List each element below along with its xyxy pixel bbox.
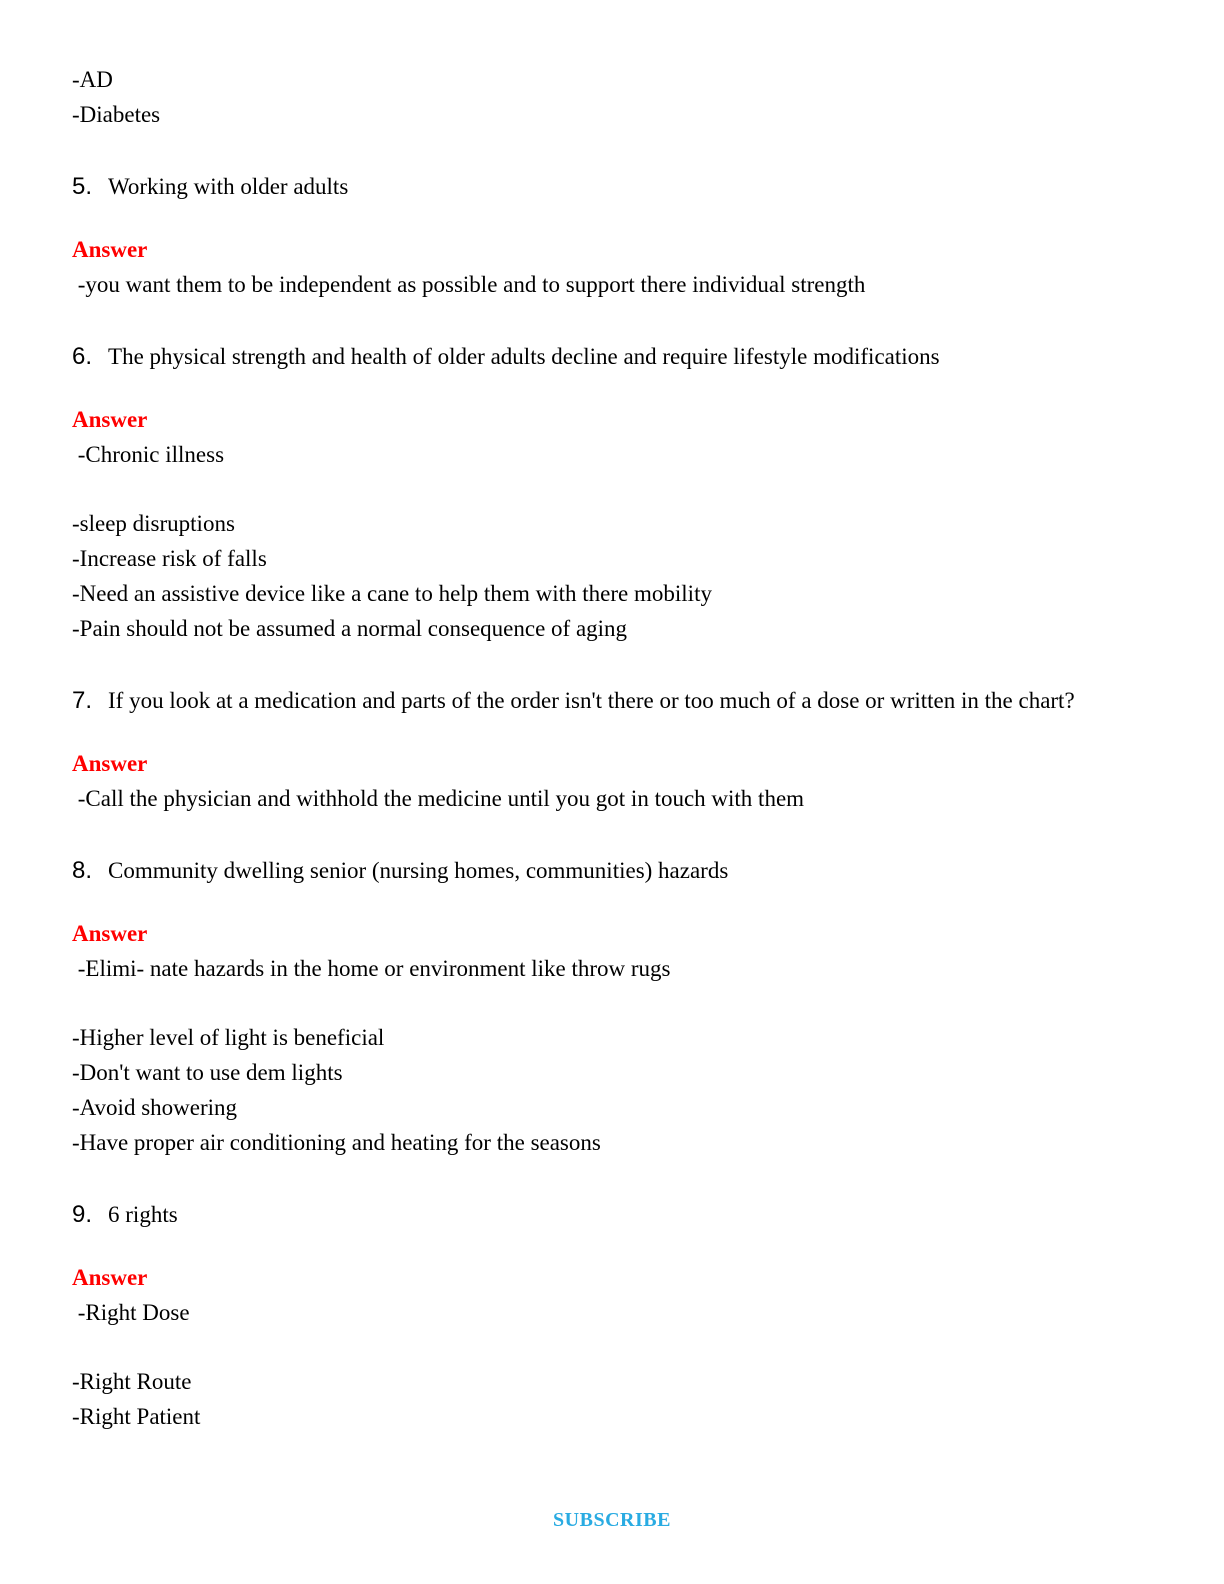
answer-text: -Right Dose: [72, 1300, 190, 1325]
question-body: If you look at a medication and parts of the order isn't there or too much of a dose or written in the chart?: [108, 688, 1075, 713]
answer-line: -Higher level of light is beneficial: [72, 1025, 385, 1050]
question-block-6: [72, 339, 1154, 646]
question-number: 6.: [72, 343, 93, 370]
answer-text: -Call the physician and withhold the medicine until you got in touch with them: [72, 786, 805, 811]
question-number: 9.: [72, 1201, 93, 1228]
question-body: Working with older adults: [108, 174, 349, 199]
question-body: 6 rights: [108, 1202, 178, 1227]
answer-line: -Have proper air conditioning and heating for the seasons: [72, 1130, 601, 1155]
answer-extra-lines: [72, 1020, 1154, 1160]
answer-heading: Answer: [72, 237, 148, 262]
question-block-7: [72, 683, 1154, 816]
question-body: The physical strength and health of older adults decline and require lifestyle modifications: [108, 344, 940, 369]
answer-line: -Increase risk of falls: [72, 546, 267, 571]
answer-extra-lines: [72, 506, 1154, 646]
question-number: 5.: [72, 173, 93, 200]
answer-continuation-line: -AD: [72, 67, 113, 92]
answer-text: -Chronic illness: [72, 442, 225, 467]
answer-continuation-line: -Diabetes: [72, 102, 161, 127]
document-page: [72, 62, 1154, 1531]
answer-text: -Elimi- nate hazards in the home or environment like throw rugs: [72, 956, 671, 981]
answer-line: -Need an assistive device like a cane to help them with there mobility: [72, 581, 712, 606]
question-block-9: [72, 1197, 1154, 1434]
answer-heading: Answer: [72, 1265, 148, 1290]
question-block-8: [72, 853, 1154, 1160]
question-text: [72, 853, 1154, 888]
question-text: [72, 1197, 1154, 1232]
question-number: 7.: [72, 687, 93, 714]
answer-text: -you want them to be independent as possible and to support there individual strength: [72, 272, 866, 297]
page-footer: [0, 1506, 1224, 1532]
answer-line: -Avoid showering: [72, 1095, 238, 1120]
answer-line: -Right Patient: [72, 1404, 201, 1429]
answer-heading: Answer: [72, 407, 148, 432]
answer-heading: Answer: [72, 921, 148, 946]
question-text: [72, 339, 1154, 374]
answer-line: -Pain should not be assumed a normal consequence of aging: [72, 616, 628, 641]
subscribe-link[interactable]: SUBSCRIBE: [553, 1509, 671, 1531]
answer-line: -Don't want to use dem lights: [72, 1060, 343, 1085]
question-text: [72, 683, 1154, 718]
question-block-5: [72, 169, 1154, 302]
answer-line: -sleep disruptions: [72, 511, 235, 536]
question-text: [72, 169, 1154, 204]
answer-extra-lines: [72, 1364, 1154, 1434]
question-body: Community dwelling senior (nursing homes, communities) hazards: [108, 858, 729, 883]
question-number: 8.: [72, 857, 93, 884]
answer-heading: Answer: [72, 751, 148, 776]
answer-line: -Right Route: [72, 1369, 192, 1394]
